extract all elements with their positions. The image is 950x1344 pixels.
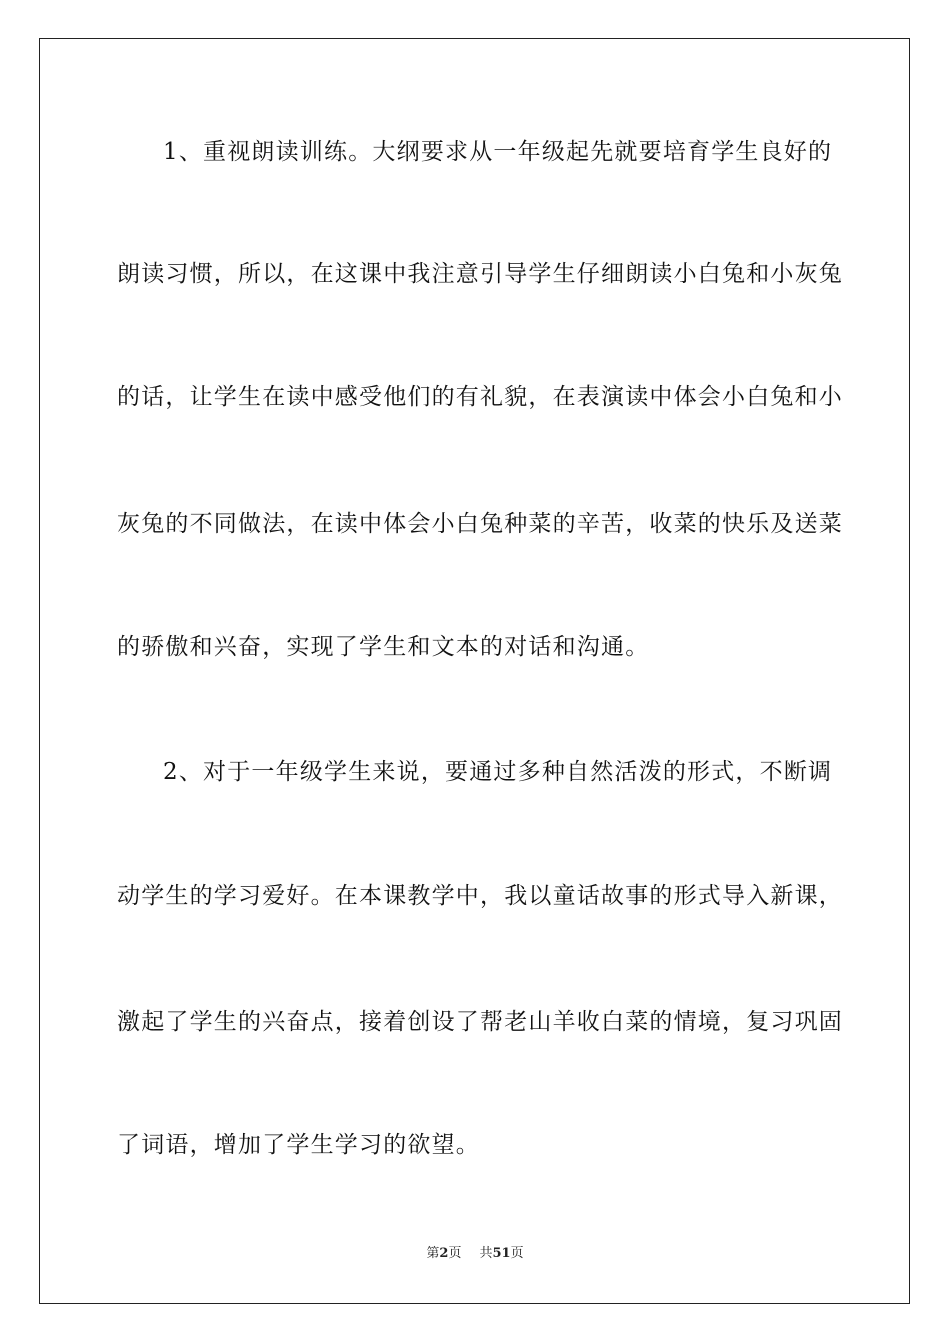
paragraph-1-line-1: 1、重视朗读训练。大纲要求从一年级起先就要培育学生良好的 — [163, 139, 833, 165]
paragraph-1-line-5: 的骄傲和兴奋，实现了学生和文本的对话和沟通。 — [117, 634, 650, 660]
paragraph-2-line-2: 动学生的学习爱好。在本课教学中，我以童话故事的形式导入新课， — [117, 883, 843, 909]
total-suffix: 页 — [510, 1246, 524, 1261]
paragraph-2-line-4: 了词语，增加了学生学习的欲望。 — [117, 1132, 480, 1158]
total-prefix: 共 — [479, 1246, 493, 1261]
total-pages-number: 51 — [492, 1246, 511, 1261]
current-page-number: 2 — [439, 1246, 449, 1261]
paragraph-2-line-1: 2、对于一年级学生来说，要通过多种自然活泼的形式，不断调 — [163, 759, 833, 785]
page-footer — [0, 1245, 950, 1263]
page-suffix: 页 — [448, 1246, 462, 1261]
paragraph-1-line-3: 的话，让学生在读中感受他们的有礼貌，在表演读中体会小白兔和小 — [117, 384, 843, 410]
page-border — [39, 38, 910, 1304]
paragraph-1-line-4: 灰兔的不同做法，在读中体会小白兔种菜的辛苦，收菜的快乐及送菜 — [117, 511, 843, 537]
paragraph-1-line-2: 朗读习惯，所以，在这课中我注意引导学生仔细朗读小白兔和小灰兔 — [117, 261, 843, 287]
page-prefix: 第 — [426, 1246, 440, 1261]
paragraph-2-line-3: 激起了学生的兴奋点，接着创设了帮老山羊收白菜的情境，复习巩固 — [117, 1009, 843, 1035]
